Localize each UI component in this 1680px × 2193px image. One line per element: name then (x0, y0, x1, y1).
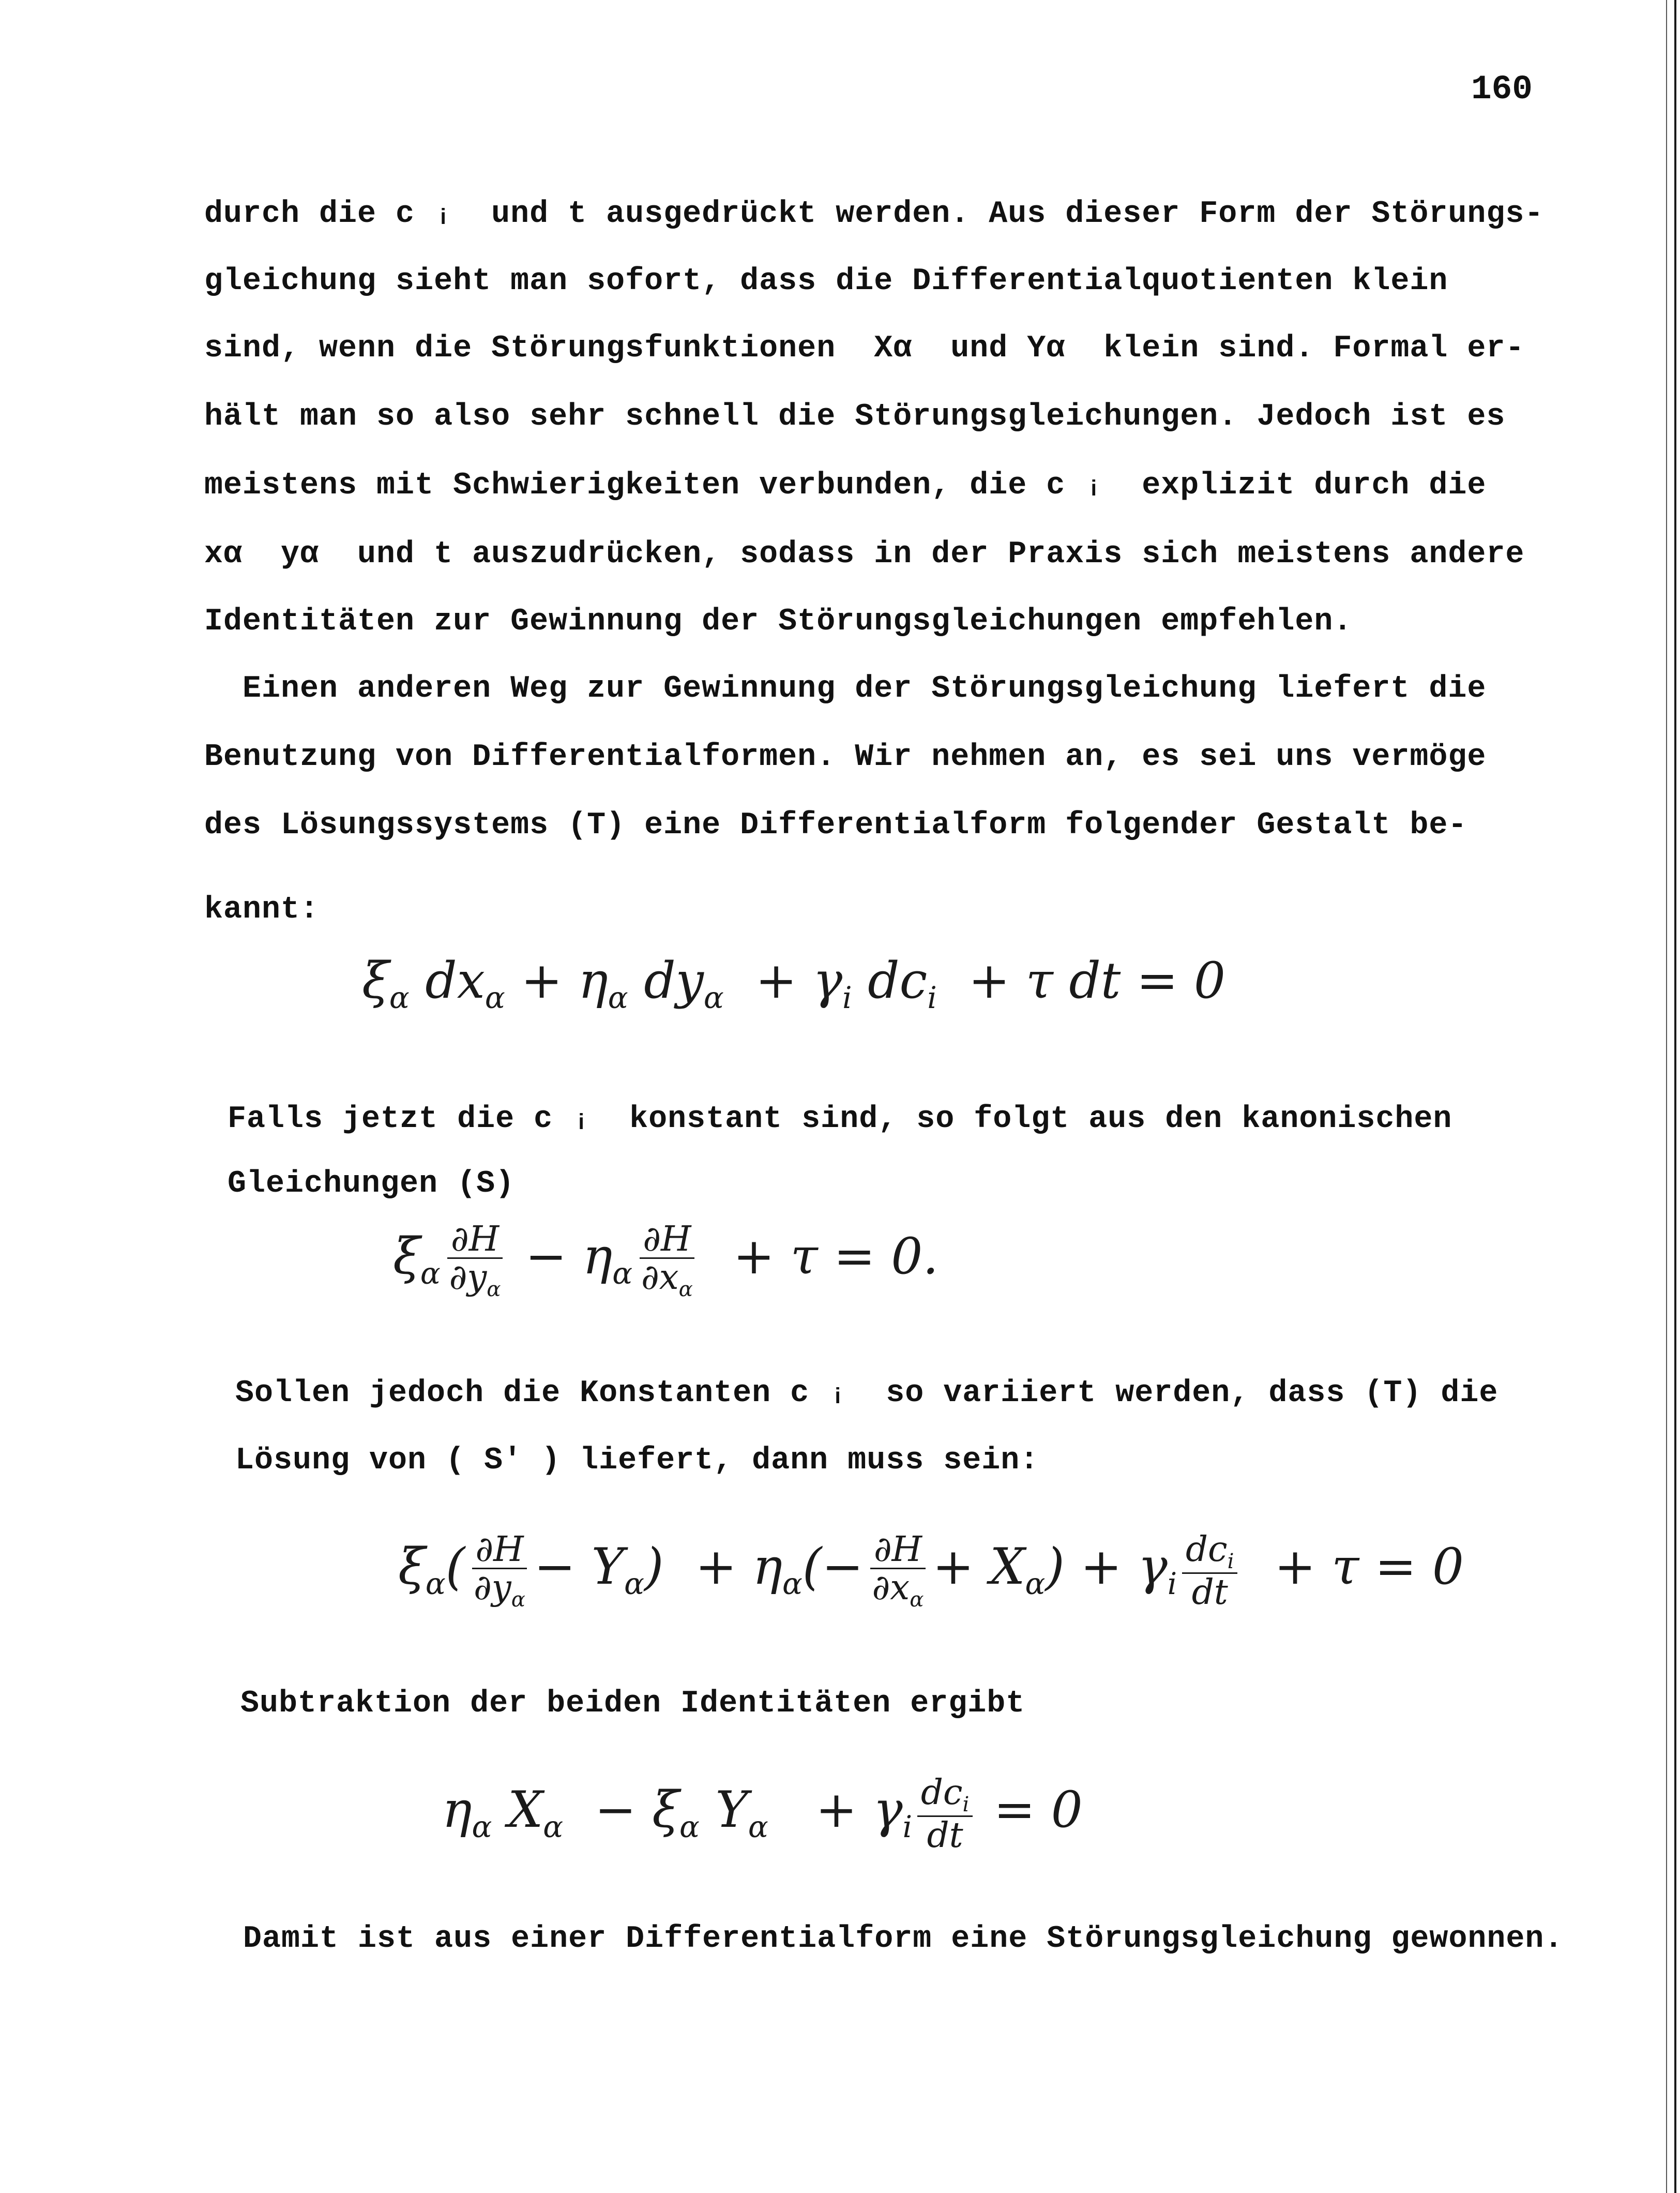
text-line: Einen anderen Weg zur Gewinnung der Störungsgleichung liefert die (204, 671, 1487, 707)
formula-varied-identity: $\xi_\alpha$( $\frac{\partial H}{\partial y_\alpha}$ − $Y_\alpha) + \eta_\alpha(-$ $\frac{\partial H}{\partial x_\alpha}$ + $X_\alpha) + \gamma_i$ $\frac{dc_i}{dt}$ + τ = 0 (398, 1529, 1464, 1613)
scan-edge-line (1674, 0, 1676, 2193)
text-line: Falls jetzt die c ᵢ konstant sind, so folgt aus den kanonischen (228, 1102, 1452, 1137)
text-line: gleichung sieht man sofort, dass die Differentialquotienten klein (204, 264, 1448, 299)
text-line: Lösung von ( S′ ) liefert, dann muss sein: (235, 1443, 1039, 1478)
text-line: Identitäten zur Gewinnung der Störungsgleichungen empfehlen. (204, 604, 1353, 639)
text-line: des Lösungssystems (T) eine Differentialform folgender Gestalt be- (204, 808, 1467, 843)
text-line: xα yα und t auszudrücken, sodass in der Praxis sich meistens andere (204, 537, 1525, 572)
text-line: Benutzung von Differentialformen. Wir nehmen an, es sei uns vermöge (204, 740, 1487, 775)
formula-perturbation-equation: $\eta_\alpha$ $X_\alpha - \xi_\alpha$ $Y_\alpha + \gamma_i$ $\frac{dc_i}{dt}$ = 0 (442, 1772, 1083, 1856)
scan-edge-line (1666, 0, 1667, 2193)
text-line: Gleichungen (S) (228, 1166, 515, 1201)
text-line: meistens mit Schwierigkeiten verbunden, die c ᵢ explizit durch die (204, 468, 1487, 503)
text-line: kannt: (204, 892, 320, 927)
text-line: Sollen jedoch die Konstanten c ᵢ so variiert werden, dass (T) die (235, 1376, 1499, 1411)
formula-differential-form: $\xi_\alpha$ $dx_\alpha + \eta_\alpha$ $dy_\alpha + \gamma_i$ $dc_i + \tau$ dt = 0 (362, 952, 1225, 1016)
text-line: Subtraktion der beiden Identitäten ergibt (240, 1686, 1025, 1721)
page-number: 160 (1471, 70, 1533, 109)
text-line: sind, wenn die Störungsfunktionen Xα und Yα klein sind. Formal er- (204, 331, 1525, 366)
text-line: Damit ist aus einer Differentialform eine Störungsgleichung gewonnen. (243, 1921, 1564, 1957)
formula-canonical-identity: $\xi_\alpha$ $\frac{\partial H}{\partial y_\alpha}$ − $\eta_\alpha$ $\frac{\partial H}{\partial x_\alpha}$ + τ = 0. (393, 1219, 939, 1301)
text-line: hält man so also sehr schnell die Störungsgleichungen. Jedoch ist es (204, 399, 1506, 434)
text-line: durch die c ᵢ und t ausgedrückt werden. Aus dieser Form der Störungs- (204, 197, 1544, 232)
